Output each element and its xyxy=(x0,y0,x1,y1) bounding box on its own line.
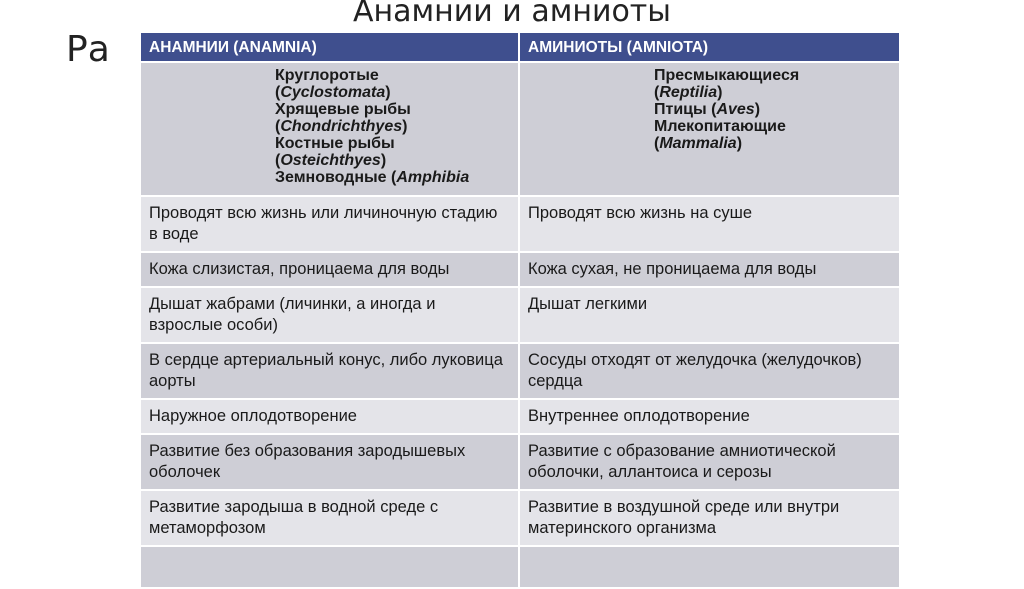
anamnia-cell: Дышат жабрами (личинки, а иногда и взрослые особи) xyxy=(141,287,519,343)
anamnia-cell: Кожа слизистая, проницаема для воды xyxy=(141,252,519,287)
group-text: Пресмыкающиеся xyxy=(654,67,800,84)
header-anamnia: АНАМНИИ (ANAMNIA) xyxy=(141,33,519,62)
group-latin-name: Osteichthyes xyxy=(280,152,381,169)
group-latin-name: Cyclostomata xyxy=(280,84,386,101)
group-text: Костные рыбы xyxy=(275,135,395,152)
table-row xyxy=(141,252,899,287)
anamnia-groups-cell xyxy=(141,62,519,196)
group-line xyxy=(275,135,510,152)
anamnia-cell xyxy=(141,546,519,588)
group-text: Хрящевые рыбы xyxy=(275,101,411,118)
group-text: ( xyxy=(654,135,660,152)
group-line xyxy=(654,135,891,152)
anamnia-cell: Проводят всю жизнь или личиночную стадию в воде xyxy=(141,196,519,252)
header-amniota: АМИНИОТЫ (AMNIOTA) xyxy=(519,33,899,62)
table-row xyxy=(141,490,899,546)
amniota-cell: Развитие с образование амниотической оболочки, аллантоиса и серозы xyxy=(519,434,899,490)
group-text-suffix: ) xyxy=(380,152,387,169)
group-latin-name: Chondrichthyes xyxy=(280,118,403,135)
group-text: Земноводные ( xyxy=(275,169,397,186)
group-text: ( xyxy=(275,118,281,135)
group-text-suffix: ) xyxy=(385,84,391,101)
group-text: ( xyxy=(275,84,281,101)
slide-title: Анамнии и амниоты xyxy=(353,0,671,29)
group-text: ( xyxy=(275,152,281,169)
amniota-cell: Дышат легкими xyxy=(519,287,899,343)
group-text-suffix: ) xyxy=(402,118,408,135)
amniota-cell: Кожа сухая, не проницаема для воды xyxy=(519,252,899,287)
table-row xyxy=(141,287,899,343)
table-row xyxy=(141,196,899,252)
anamnia-cell: Наружное оплодотворение xyxy=(141,399,519,434)
group-text-suffix: ) xyxy=(736,135,743,152)
group-line xyxy=(275,84,510,101)
table-row-empty xyxy=(141,546,899,588)
table-row xyxy=(141,399,899,434)
group-text: Птицы ( xyxy=(654,101,717,118)
groups-row xyxy=(141,62,899,196)
anamnia-cell: Развитие без образования зародышевых оболочек xyxy=(141,434,519,490)
group-latin-name: Amphibia xyxy=(396,169,470,186)
group-line xyxy=(275,67,510,84)
group-line xyxy=(654,84,891,101)
table-row xyxy=(141,434,899,490)
group-line xyxy=(654,101,891,118)
amniota-groups-list xyxy=(654,67,891,152)
group-line xyxy=(275,118,510,135)
group-text: Млекопитающие xyxy=(654,118,786,135)
group-text: Круглоротые xyxy=(275,67,379,84)
amniota-cell: Развитие в воздушной среде или внутри материнского организма xyxy=(519,490,899,546)
group-latin-name: Reptilia xyxy=(659,84,718,101)
group-line xyxy=(275,152,510,169)
anamnia-groups-list xyxy=(275,67,510,186)
table-header-row xyxy=(141,33,899,62)
anamnia-cell: Развитие зародыша в водной среде с метаморфозом xyxy=(141,490,519,546)
group-latin-name: Aves xyxy=(716,101,755,118)
group-text-suffix: ) xyxy=(754,101,761,118)
group-line xyxy=(275,169,510,186)
amniota-groups-cell xyxy=(519,62,899,196)
amniota-cell: Внутреннее оплодотворение xyxy=(519,399,899,434)
group-text: ( xyxy=(654,84,660,101)
amniota-cell xyxy=(519,546,899,588)
group-line xyxy=(654,67,891,84)
group-line xyxy=(275,101,510,118)
group-latin-name: Mammalia xyxy=(659,135,737,152)
table-row xyxy=(141,343,899,399)
amniota-cell: Сосуды отходят от желудочка (желудочков) сердца xyxy=(519,343,899,399)
anamnia-cell: В сердце артериальный конус, либо луковица аорты xyxy=(141,343,519,399)
comparison-table xyxy=(141,33,899,589)
amniota-cell: Проводят всю жизнь на суше xyxy=(519,196,899,252)
group-text-suffix: ) xyxy=(717,84,723,101)
group-line xyxy=(654,118,891,135)
partial-slide-heading: Ра xyxy=(66,29,110,70)
